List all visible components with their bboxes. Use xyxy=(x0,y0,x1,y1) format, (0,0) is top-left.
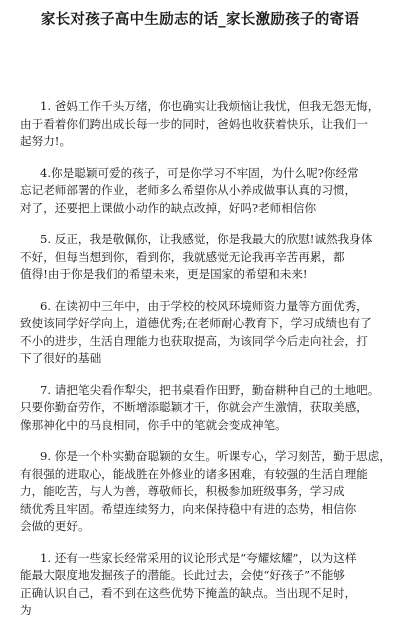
paragraph xyxy=(20,165,380,218)
paragraph-line: 由于看着你们跨出成长每一步的同时，爸妈也收获着快乐，让我们一 xyxy=(20,116,368,131)
paragraph-line: 为 xyxy=(20,603,32,617)
paragraph-line: 会做的更好。 xyxy=(20,519,90,533)
paragraph-line: 下了很好的基础 xyxy=(20,351,102,365)
paragraph xyxy=(20,231,380,284)
paragraph-line: 1. 还有一些家长经常采用的议论形式是“夸耀炫耀”，以为这样 xyxy=(40,550,357,565)
paragraph-line: 力，能吃苦，与人为善，尊敬师长，积极参加班级事务，学习成 xyxy=(20,484,345,498)
paragraph xyxy=(20,298,380,368)
paragraph-line: 4.你是聪颖可爱的孩子，可是你学习不牢固，为什么呢?你经常 xyxy=(40,165,359,180)
paragraph-line: 绩优秀且牢固。希望连续努力，向来保持稳中有进的态势，相信你 xyxy=(20,501,357,516)
paragraph-line: 致使该同学好学向上，道德优秀;在老师耐心教育下，学习成绩也有了 xyxy=(20,316,372,330)
paragraph-line: 6. 在读初中三年中，由于学校的校风环境师资力量等方面优秀， xyxy=(40,298,368,313)
paragraph-line: 忘记老师部署的作业，老师多么希望你从小养成做事认真的习惯， xyxy=(20,183,357,197)
paragraph-line: 不小的进步，生活自理能力也获取提高，为该同学今后走向社会，打 xyxy=(20,333,368,348)
paragraph-line: 对了，还要把上课做小动作的缺点改掉，好吗?老师相信你 xyxy=(20,200,317,215)
paragraph xyxy=(20,550,380,620)
paragraph-line: 只要你勤奋劳作，不断增添聪颖才干，你就会产生激情，获取美感， xyxy=(20,400,368,414)
paragraph xyxy=(20,382,380,435)
document-title: 家长对孩子高中生励志的话_家长激励孩子的寄语 xyxy=(40,11,360,28)
paragraph-line: 7. 请把笔尖看作犁尖，把书桌看作田野，勤奋耕种自己的土地吧。 xyxy=(40,382,380,397)
paragraph-line: 有很强的进取心，能战胜在外修业的诸多困难，有较强的生活自理能 xyxy=(20,466,368,481)
paragraph-line: 9. 你是一个朴实勤奋聪颖的女生。听课专心，学习刻苦，勤于思虑， xyxy=(40,449,391,463)
paragraph-line: 1. 爸妈工作千头万绪，你也确实让我烦恼让我忧，但我无怨无悔， xyxy=(40,99,380,113)
paragraph-line: 起努力!。 xyxy=(20,134,72,148)
paragraph-line: 正确认识自己，看不到在这些优势下掩盖的缺点。当出现不足时， xyxy=(20,585,357,600)
paragraph-line: 值得!由于你是我们的希望未来，更是国家的希望和未来! xyxy=(20,267,308,281)
paragraph xyxy=(20,448,391,536)
paragraph xyxy=(20,98,380,151)
paragraph-line: 像那神化中的马良相同，你手中的笔就会变成神笔。 xyxy=(20,417,287,432)
paragraph-line: 不好，但每当想到你，看到你，我就感觉无论我再辛苦再累，都 xyxy=(20,249,345,264)
paragraph-line: 5. 反正，我是敬佩你，让我感觉，你是我最大的欣慰!诚然我身体 xyxy=(40,232,373,246)
paragraph-list xyxy=(20,98,391,620)
paragraph-line: 能最大限度地发掘孩子的潜能。长此过去，会使“好孩子”不能够 xyxy=(20,568,345,582)
